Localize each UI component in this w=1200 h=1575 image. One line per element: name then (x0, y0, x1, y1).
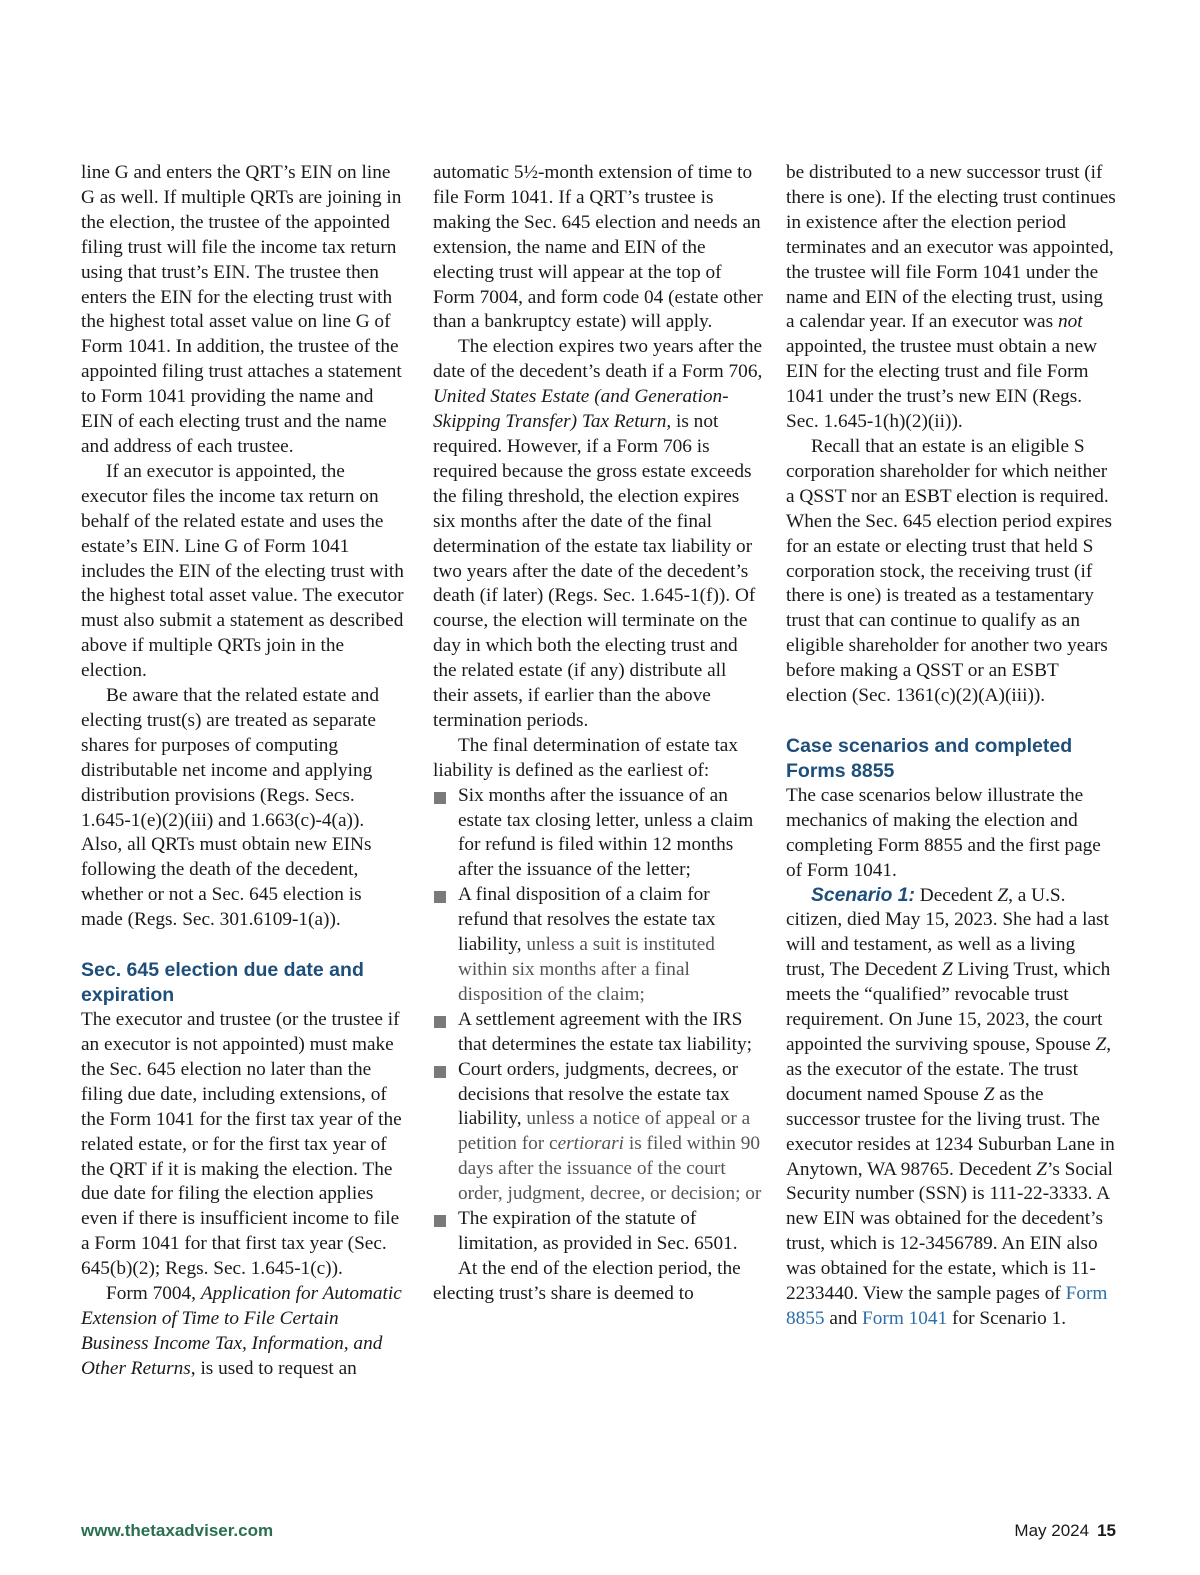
list-item: Six months after the issuance of an estate tax closing letter, unless a claim for refund is filed within 12 months after the issuance of the letter; (433, 784, 763, 884)
list-item: A final disposition of a claim for refund that resolves the estate tax liability, unless a suit is instituted within six months after a final disposition of the claim; (433, 883, 763, 1008)
section-heading-election-due-date: Sec. 645 election due date and expiration (81, 959, 364, 1007)
footer-website-link[interactable]: www.thetaxadviser.com (81, 1521, 274, 1540)
page-number: 15 (1097, 1521, 1116, 1540)
column-3 (786, 161, 1116, 1332)
form-1041-link[interactable]: Form 1041 (862, 1307, 948, 1329)
paragraph: The election expires two years after the date of the decedent’s death if a Form 706, United States Estate (and Generation-Skipping Transfer) Tax Return, is not required. However, if a Form 706 is required because the gross estate exceeds the filing threshold, the election expires six months after the date of the final determination of the estate tax liability or two years after the date of the decedent’s death (if later) (Regs. Sec. 1.645-1(f)). Of course, the election will terminate on the day in which both the electing trust and the related estate (if any) distribute all their assets, if earlier than the above termination periods. (433, 336, 763, 731)
column-1 (81, 161, 406, 1382)
paragraph: be distributed to a new successor trust (if there is one). If the electing trust continues in existence after the election period terminates and an executor was appointed, the trustee will file Form 1041 under the name and EIN of the electing trust, using a calendar year. If an executor was not appointed, the trustee must obtain a new EIN for the electing trust and file Form 1041 under the trust’s new EIN (Regs. Sec. 1.645-1(h)(2)(ii)). (786, 162, 1116, 433)
scenario-1-label: Scenario 1: (811, 884, 915, 906)
list-item: The expiration of the statute of limitation, as provided in Sec. 6501. (433, 1207, 763, 1257)
column-2 (433, 161, 763, 1307)
paragraph: The final determination of estate tax liability is defined as the earliest of: (433, 734, 739, 781)
section-heading-case-scenarios: Case scenarios and completed Forms 8855 (786, 734, 1073, 782)
paragraph: The case scenarios below illustrate the mechanics of making the election and completing Form 8855 and the first page of Form 1041. (786, 784, 1101, 881)
section-gap (81, 933, 406, 958)
paragraph-scenario-1: Scenario 1: Decedent Z, a U.S. citizen, died May 15, 2023. She had a last will and testament, as well as a living trust, The Decedent Z Living Trust, which meets the “qualified” revocable trust requirement. On June 15, 2023, the court appointed the surviving spouse, Spouse Z, as the executor of the estate. The trust document named Spouse Z as the successor trustee for the living trust. The executor resides at 1234 Suburban Lane in Anytown, WA 98765. Decedent Z’s Social Security number (SSN) is 111-22-3333. A new EIN was obtained for the decedent’s trust, which is 12-3456789. An EIN also was obtained for the estate, which is 11-2233440. View the sample pages of Form 8855 and Form 1041 for Scenario 1. (786, 884, 1115, 1329)
paragraph: Be aware that the related estate and electing trust(s) are treated as separate shares for purposes of computing distributable net income and applying distribution provisions (Regs. Secs. 1.645-1(e)(2)(iii) and 1.663(c)-4(a)). Also, all QRTs must obtain new EINs following the death of the decedent, whether or not a Sec. 645 election is made (Regs. Sec. 301.6109-1(a)). (81, 685, 380, 931)
form-706-title: United States Estate (and Generation-Skipping Transfer) Tax Return (433, 386, 729, 433)
form-7004-title: Application for Automatic Extension of Time to File Certain Business Income Tax, Information, and Other Returns (81, 1283, 402, 1379)
list-item: A settlement agreement with the IRS that determines the estate tax liability; (433, 1008, 763, 1058)
bullet-list (433, 784, 763, 1257)
footer-date-page (1014, 1521, 1116, 1541)
form-8855-link[interactable]: Form 8855 (786, 1283, 1108, 1329)
paragraph: The executor and trustee (or the trustee if an executor is not appointed) must make the Sec. 645 election no later than the filing due date, including extensions, of the Form 1041 for the first tax year of the related estate, or for the first tax year of the QRT if it is making the election. The due date for filing the election applies even if there is insufficient income to file a Form 1041 for that first tax year (Sec. 645(b)(2); Regs. Sec. 1.645-1(c)). (81, 1009, 402, 1280)
section-gap (786, 709, 1116, 734)
list-item: Court orders, judgments, decrees, or decisions that resolve the estate tax liability, unless a notice of appeal or a petition for certiorari is filed within 90 days after the issuance of the court order, judgment, decree, or decision; or (433, 1058, 763, 1207)
paragraph: Recall that an estate is an eligible S corporation shareholder for which neither a QSST nor an ESBT election is required. When the Sec. 645 election period expires for an estate or electing trust that held S corporation stock, the receiving trust (if there is one) is treated as a testamentary trust that can continue to qualify as an eligible shareholder for another two years before making a QSST or an ESBT election (Sec. 1361(c)(2)(A)(iii)). (786, 435, 1113, 707)
paragraph: automatic 5½-month extension of time to file Form 1041. If a QRT’s trustee is making the Sec. 645 election and needs an extension, the name and EIN of the electing trust will appear at the top of Form 7004, and form code 04 (estate other than a bankruptcy estate) will apply. (433, 162, 763, 333)
paragraph: At the end of the election period, the electing trust’s share is deemed to (433, 1257, 741, 1304)
paragraph: If an executor is appointed, the executor files the income tax return on behalf of the related estate and uses the estate’s EIN. Line G of Form 1041 includes the EIN of the electing trust with the highest total asset value. The executor must also submit a statement as described above if multiple QRTs join in the election. (81, 460, 404, 682)
paragraph: Form 7004, Application for Automatic Extension of Time to File Certain Business Income Tax, Information, and Other Returns, is used to request an (81, 1283, 402, 1379)
paragraph: line G and enters the QRT’s EIN on line G as well. If multiple QRTs are joining in the election, the trustee of the appointed filing trust will file the income tax return using that trust’s EIN. The trustee then enters the EIN for the electing trust with the highest total asset value on line G of Form 1041. In addition, the trustee of the appointed filing trust attaches a statement to Form 1041 providing the name and EIN of each electing trust and the name and address of each trustee. (81, 162, 402, 457)
footer-date: May 2024 (1014, 1521, 1090, 1540)
